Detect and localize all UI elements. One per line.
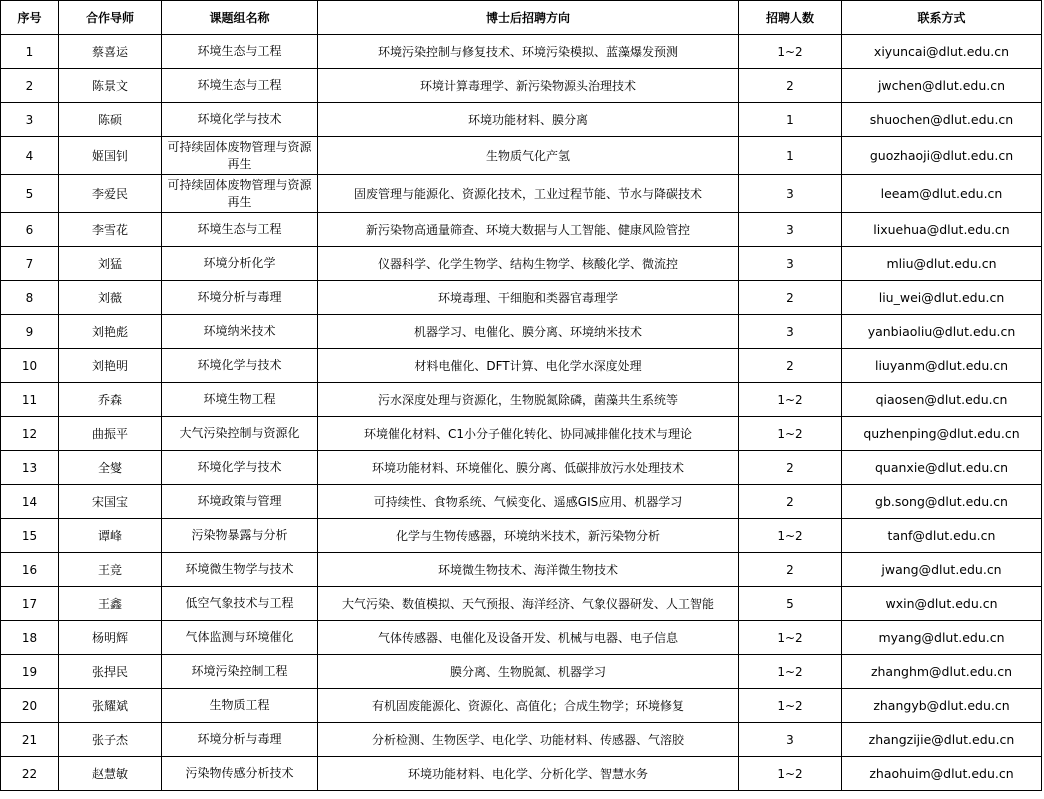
cell-count: 5 bbox=[739, 587, 842, 621]
cell-advisor: 张子杰 bbox=[59, 723, 162, 757]
cell-group: 可持续固体废物管理与资源再生 bbox=[162, 175, 318, 213]
cell-advisor: 李雪花 bbox=[59, 213, 162, 247]
cell-contact: tanf@dlut.edu.cn bbox=[842, 519, 1042, 553]
cell-direction: 新污染物高通量筛查、环境大数据与人工智能、健康风险管控 bbox=[318, 213, 739, 247]
cell-count: 3 bbox=[739, 315, 842, 349]
cell-index: 16 bbox=[1, 553, 59, 587]
cell-direction: 膜分离、生物脱氮、机器学习 bbox=[318, 655, 739, 689]
cell-group: 环境微生物学与技术 bbox=[162, 553, 318, 587]
cell-index: 18 bbox=[1, 621, 59, 655]
cell-group: 环境化学与技术 bbox=[162, 451, 318, 485]
cell-index: 15 bbox=[1, 519, 59, 553]
cell-count: 3 bbox=[739, 213, 842, 247]
table-row bbox=[1, 69, 1042, 103]
cell-advisor: 张耀斌 bbox=[59, 689, 162, 723]
cell-contact: leeam@dlut.edu.cn bbox=[842, 175, 1042, 213]
cell-index: 12 bbox=[1, 417, 59, 451]
cell-advisor: 宋国宝 bbox=[59, 485, 162, 519]
cell-contact: guozhaoji@dlut.edu.cn bbox=[842, 137, 1042, 175]
cell-contact: quzhenping@dlut.edu.cn bbox=[842, 417, 1042, 451]
cell-index: 21 bbox=[1, 723, 59, 757]
table-row bbox=[1, 137, 1042, 175]
cell-advisor: 陈景文 bbox=[59, 69, 162, 103]
table-row bbox=[1, 757, 1042, 791]
cell-direction: 环境毒理、干细胞和类器官毒理学 bbox=[318, 281, 739, 315]
cell-index: 19 bbox=[1, 655, 59, 689]
table-row bbox=[1, 175, 1042, 213]
cell-advisor: 王竞 bbox=[59, 553, 162, 587]
cell-advisor: 刘薇 bbox=[59, 281, 162, 315]
cell-index: 6 bbox=[1, 213, 59, 247]
cell-count: 2 bbox=[739, 281, 842, 315]
cell-group: 污染物暴露与分析 bbox=[162, 519, 318, 553]
header-advisor: 合作导师 bbox=[59, 1, 162, 35]
cell-group: 低空气象技术与工程 bbox=[162, 587, 318, 621]
table-row bbox=[1, 621, 1042, 655]
cell-contact: mliu@dlut.edu.cn bbox=[842, 247, 1042, 281]
cell-direction: 可持续性、食物系统、气候变化、遥感GIS应用、机器学习 bbox=[318, 485, 739, 519]
cell-index: 10 bbox=[1, 349, 59, 383]
header-count: 招聘人数 bbox=[739, 1, 842, 35]
table-row bbox=[1, 587, 1042, 621]
cell-advisor: 蔡喜运 bbox=[59, 35, 162, 69]
cell-direction: 环境催化材料、C1小分子催化转化、协同减排催化技术与理论 bbox=[318, 417, 739, 451]
cell-index: 5 bbox=[1, 175, 59, 213]
cell-group: 环境化学与技术 bbox=[162, 349, 318, 383]
cell-contact: jwchen@dlut.edu.cn bbox=[842, 69, 1042, 103]
cell-advisor: 姬国钊 bbox=[59, 137, 162, 175]
cell-direction: 化学与生物传感器，环境纳米技术，新污染物分析 bbox=[318, 519, 739, 553]
cell-index: 14 bbox=[1, 485, 59, 519]
cell-count: 1~2 bbox=[739, 655, 842, 689]
cell-group: 生物质工程 bbox=[162, 689, 318, 723]
cell-count: 2 bbox=[739, 485, 842, 519]
cell-advisor: 乔森 bbox=[59, 383, 162, 417]
cell-count: 3 bbox=[739, 723, 842, 757]
cell-direction: 环境功能材料、膜分离 bbox=[318, 103, 739, 137]
cell-advisor: 张捍民 bbox=[59, 655, 162, 689]
cell-group: 环境生态与工程 bbox=[162, 213, 318, 247]
cell-direction: 机器学习、电催化、膜分离、环境纳米技术 bbox=[318, 315, 739, 349]
header-direction: 博士后招聘方向 bbox=[318, 1, 739, 35]
cell-contact: zhangzijie@dlut.edu.cn bbox=[842, 723, 1042, 757]
cell-advisor: 刘猛 bbox=[59, 247, 162, 281]
table-row bbox=[1, 247, 1042, 281]
cell-contact: qiaosen@dlut.edu.cn bbox=[842, 383, 1042, 417]
cell-index: 13 bbox=[1, 451, 59, 485]
cell-advisor: 刘艳明 bbox=[59, 349, 162, 383]
cell-contact: myang@dlut.edu.cn bbox=[842, 621, 1042, 655]
header-group: 课题组名称 bbox=[162, 1, 318, 35]
cell-count: 1~2 bbox=[739, 417, 842, 451]
cell-count: 2 bbox=[739, 69, 842, 103]
cell-advisor: 谭峰 bbox=[59, 519, 162, 553]
cell-direction: 分析检测、生物医学、电化学、功能材料、传感器、气溶胶 bbox=[318, 723, 739, 757]
table-row bbox=[1, 315, 1042, 349]
cell-direction: 环境功能材料、环境催化、膜分离、低碳排放污水处理技术 bbox=[318, 451, 739, 485]
cell-direction: 生物质气化产氢 bbox=[318, 137, 739, 175]
cell-advisor: 曲振平 bbox=[59, 417, 162, 451]
cell-group: 环境化学与技术 bbox=[162, 103, 318, 137]
cell-group: 环境生物工程 bbox=[162, 383, 318, 417]
cell-contact: shuochen@dlut.edu.cn bbox=[842, 103, 1042, 137]
cell-index: 3 bbox=[1, 103, 59, 137]
cell-count: 1~2 bbox=[739, 383, 842, 417]
cell-count: 2 bbox=[739, 553, 842, 587]
cell-count: 1~2 bbox=[739, 621, 842, 655]
cell-contact: yanbiaoliu@dlut.edu.cn bbox=[842, 315, 1042, 349]
cell-advisor: 陈硕 bbox=[59, 103, 162, 137]
cell-advisor: 杨明辉 bbox=[59, 621, 162, 655]
cell-count: 3 bbox=[739, 247, 842, 281]
table-row bbox=[1, 281, 1042, 315]
cell-index: 9 bbox=[1, 315, 59, 349]
table-row bbox=[1, 417, 1042, 451]
cell-count: 1~2 bbox=[739, 519, 842, 553]
cell-direction: 固废管理与能源化、资源化技术，工业过程节能、节水与降碳技术 bbox=[318, 175, 739, 213]
cell-direction: 污水深度处理与资源化，生物脱氮除磷，菌藻共生系统等 bbox=[318, 383, 739, 417]
cell-direction: 材料电催化、DFT计算、电化学水深度处理 bbox=[318, 349, 739, 383]
cell-count: 2 bbox=[739, 451, 842, 485]
header-contact: 联系方式 bbox=[842, 1, 1042, 35]
cell-group: 环境分析化学 bbox=[162, 247, 318, 281]
cell-advisor: 王鑫 bbox=[59, 587, 162, 621]
table-row bbox=[1, 103, 1042, 137]
cell-index: 1 bbox=[1, 35, 59, 69]
cell-index: 7 bbox=[1, 247, 59, 281]
cell-group: 环境分析与毒理 bbox=[162, 723, 318, 757]
cell-group: 环境生态与工程 bbox=[162, 69, 318, 103]
cell-count: 1~2 bbox=[739, 35, 842, 69]
cell-index: 22 bbox=[1, 757, 59, 791]
cell-contact: wxin@dlut.edu.cn bbox=[842, 587, 1042, 621]
cell-direction: 环境功能材料、电化学、分析化学、智慧水务 bbox=[318, 757, 739, 791]
cell-group: 大气污染控制与资源化 bbox=[162, 417, 318, 451]
cell-count: 1~2 bbox=[739, 689, 842, 723]
cell-contact: gb.song@dlut.edu.cn bbox=[842, 485, 1042, 519]
cell-direction: 气体传感器、电催化及设备开发、机械与电器、电子信息 bbox=[318, 621, 739, 655]
cell-contact: zhaohuim@dlut.edu.cn bbox=[842, 757, 1042, 791]
cell-count: 1 bbox=[739, 137, 842, 175]
table-row bbox=[1, 35, 1042, 69]
cell-group: 环境生态与工程 bbox=[162, 35, 318, 69]
cell-direction: 有机固废能源化、资源化、高值化；合成生物学；环境修复 bbox=[318, 689, 739, 723]
cell-contact: lixuehua@dlut.edu.cn bbox=[842, 213, 1042, 247]
cell-group: 可持续固体废物管理与资源再生 bbox=[162, 137, 318, 175]
cell-group: 污染物传感分析技术 bbox=[162, 757, 318, 791]
cell-advisor: 刘艳彪 bbox=[59, 315, 162, 349]
cell-advisor: 李爱民 bbox=[59, 175, 162, 213]
table-row bbox=[1, 553, 1042, 587]
table-row bbox=[1, 383, 1042, 417]
table-row bbox=[1, 213, 1042, 247]
cell-advisor: 全燮 bbox=[59, 451, 162, 485]
table-row bbox=[1, 655, 1042, 689]
cell-count: 2 bbox=[739, 349, 842, 383]
cell-contact: liuyanm@dlut.edu.cn bbox=[842, 349, 1042, 383]
cell-direction: 大气污染、数值模拟、天气预报、海洋经济、气象仪器研发、人工智能 bbox=[318, 587, 739, 621]
cell-direction: 环境污染控制与修复技术、环境污染模拟、蓝藻爆发预测 bbox=[318, 35, 739, 69]
cell-group: 环境政策与管理 bbox=[162, 485, 318, 519]
table-row bbox=[1, 519, 1042, 553]
cell-index: 2 bbox=[1, 69, 59, 103]
table-row bbox=[1, 689, 1042, 723]
cell-direction: 环境计算毒理学、新污染物源头治理技术 bbox=[318, 69, 739, 103]
cell-advisor: 赵慧敏 bbox=[59, 757, 162, 791]
cell-contact: quanxie@dlut.edu.cn bbox=[842, 451, 1042, 485]
cell-group: 环境污染控制工程 bbox=[162, 655, 318, 689]
table-row bbox=[1, 451, 1042, 485]
table-row bbox=[1, 349, 1042, 383]
cell-contact: xiyuncai@dlut.edu.cn bbox=[842, 35, 1042, 69]
cell-direction: 环境微生物技术、海洋微生物技术 bbox=[318, 553, 739, 587]
cell-count: 1 bbox=[739, 103, 842, 137]
cell-group: 环境纳米技术 bbox=[162, 315, 318, 349]
cell-index: 11 bbox=[1, 383, 59, 417]
table-row bbox=[1, 485, 1042, 519]
cell-direction: 仪器科学、化学生物学、结构生物学、核酸化学、微流控 bbox=[318, 247, 739, 281]
cell-contact: zhangyb@dlut.edu.cn bbox=[842, 689, 1042, 723]
cell-group: 环境分析与毒理 bbox=[162, 281, 318, 315]
cell-count: 1~2 bbox=[739, 757, 842, 791]
cell-index: 4 bbox=[1, 137, 59, 175]
cell-group: 气体监测与环境催化 bbox=[162, 621, 318, 655]
header-index: 序号 bbox=[1, 1, 59, 35]
cell-index: 17 bbox=[1, 587, 59, 621]
cell-contact: zhanghm@dlut.edu.cn bbox=[842, 655, 1042, 689]
cell-index: 8 bbox=[1, 281, 59, 315]
cell-contact: jwang@dlut.edu.cn bbox=[842, 553, 1042, 587]
table-row bbox=[1, 723, 1042, 757]
cell-index: 20 bbox=[1, 689, 59, 723]
header-row bbox=[1, 1, 1042, 35]
cell-contact: liu_wei@dlut.edu.cn bbox=[842, 281, 1042, 315]
cell-count: 3 bbox=[739, 175, 842, 213]
